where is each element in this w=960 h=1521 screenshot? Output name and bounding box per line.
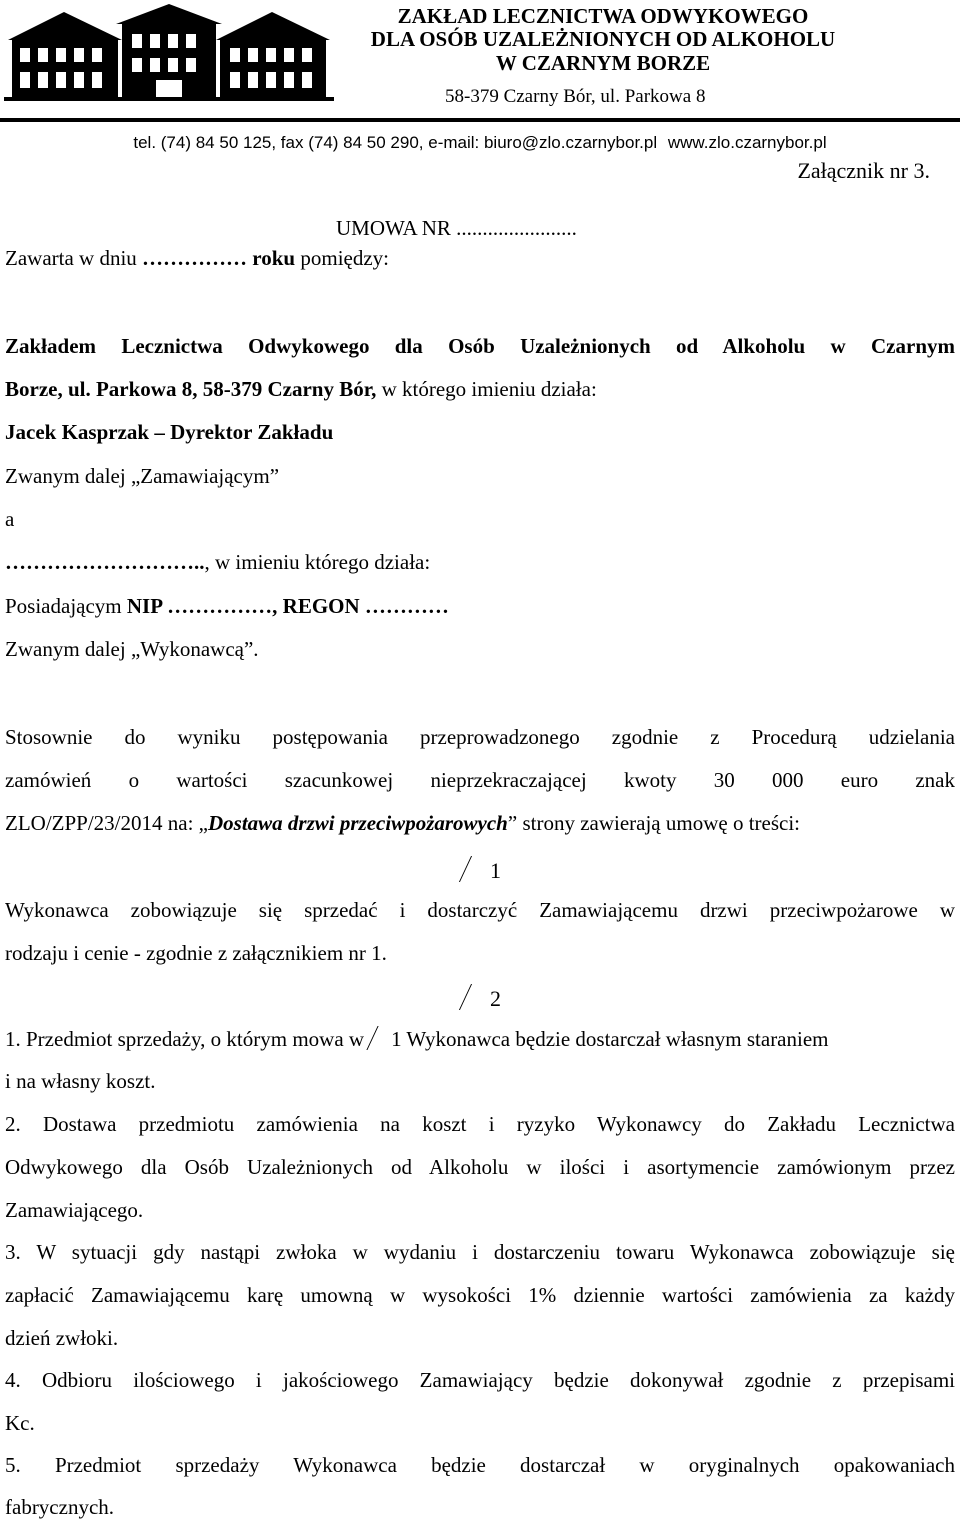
annex-label: Załącznik nr 3. [797,158,930,183]
party2-nip-line [5,594,449,619]
section1-line2: rodzaju i cenie - zgodnie z załącznikiem nr 1. [5,941,387,965]
party1-called: Zwanym dalej „Zamawiającym” [5,464,280,488]
org-address: 58-379 Czarny Bór, ul. Parkowa 8 [445,86,706,107]
section1-number: 1 [490,858,501,883]
section2-p1-prefix: 1. Przedmiot sprzedaży, o którym mowa w [5,1027,365,1051]
section2-p3-line3: dzień zwłoki. [5,1326,119,1350]
website-link[interactable]: www.zlo.czarnybor.pl [667,133,827,152]
contract-title: UMOWA NR ....................... [336,216,577,240]
concluded-bold: roku [247,246,296,270]
intro-line3 [5,811,800,836]
contract-subject: Dostawa drzwi przeciwpożarowych [208,811,508,835]
header-contact [0,133,960,153]
concluded-prefix: Zawarta w dniu [5,246,143,270]
party2-rest: , w imieniu którego działa: [204,550,431,574]
party1-line2-rest: w którego imieniu działa: [376,377,597,401]
intro-line2: zamówień o wartości szacunkowej nieprzekraczającej kwoty 30 000 euro znak [5,768,955,792]
section2-p1-line1 [5,1026,829,1052]
org-name-line3: W CZARNYM BORZE [495,51,711,75]
section2-p2-line3: Zamawiającego. [5,1198,144,1222]
intro-line3-prefix: ZLO/ZPP/23/2014 na: „ [5,811,208,835]
party2-called: Zwanym dalej „Wykonawcą”. [5,637,259,661]
section2-p2-line2: Odwykowego dla Osób Uzależnionych od Alkoholu w ilości i asortymencie zamówionym przez [5,1155,955,1179]
section2-p5-line1: 5. Przedmiot sprzedaży Wykonawca będzie dostarczał w oryginalnych opakowaniach [5,1453,955,1477]
party2-nip-prefix: Posiadającym [5,594,127,618]
concluded-line [5,246,389,271]
concluded-suffix: pomiędzy: [295,246,390,270]
party2-nip: NIP ……………, REGON ………… [126,594,449,618]
org-name-line2: DLA OSÓB UZALEŻNIONYCH OD ALKOHOLU [370,27,836,51]
and-text: a [5,507,15,531]
section2-p2-line1: 2. Dostawa przedmiotu zamówienia na koszt i ryzyko Wykonawcy do Zakładu Lecznictwa [5,1112,955,1136]
party1-line1: Zakładem Lecznictwa Odwykowego dla Osób Uzależnionych od Alkoholu w Czarnym [5,334,955,358]
building-logo-icon [4,2,334,102]
concluded-dots: …………… [142,246,248,270]
intro-line3-suffix: ” strony zawierają umowę o treści: [507,811,801,835]
header-divider [0,118,960,122]
section1-heading [465,856,501,884]
contact-details: tel. (74) 84 50 125, fax (74) 84 50 290, e-mail: biuro@zlo.czarnybor.pl [133,133,658,152]
section2-p3-line2: zapłacić Zamawiającemu karę umowną w wysokości 1% dziennie wartości zamówienia za każdy [5,1283,955,1307]
paragraph-sign-icon [459,984,486,1010]
party2-line [5,550,430,575]
section2-p5-line2: fabrycznych. [5,1495,115,1519]
party2-dots: ……………………….. [5,550,205,574]
party1-line2 [5,377,597,402]
representative: Jacek Kasprzak – Dyrektor Zakładu [5,420,334,444]
section2-p4-line2: Kc. [5,1411,35,1435]
section1-line1: Wykonawca zobowiązuje się sprzedać i dostarczyć Zamawiającemu drzwi przeciwpożarowe w [5,898,955,922]
section2-p1-line2: i na własny koszt. [5,1069,156,1093]
section2-p3-line1: 3. W sytuacji gdy nastąpi zwłoka w wydaniu i dostarczeniu towaru Wykonawca zobowiązuje się [5,1240,955,1264]
section2-heading [465,984,501,1012]
paragraph-sign-icon [459,856,486,882]
section2-number: 2 [490,986,501,1011]
intro-line1: Stosownie do wyniku postępowania przeprowadzonego zgodnie z Procedurą udzielania [5,725,955,749]
section2-p1-suffix: 1 Wykonawca będzie dostarczał własnym staraniem [391,1027,829,1051]
org-name-line1: ZAKŁAD LECZNICTWA ODWYKOWEGO [397,4,809,28]
party1-address: Borze, ul. Parkowa 8, 58-379 Czarny Bór, [5,377,377,401]
section2-p4-line1: 4. Odbioru ilościowego i jakościowego Zamawiający będzie dokonywał zgodnie z przepisami [5,1368,955,1392]
paragraph-sign-icon [366,1026,390,1050]
